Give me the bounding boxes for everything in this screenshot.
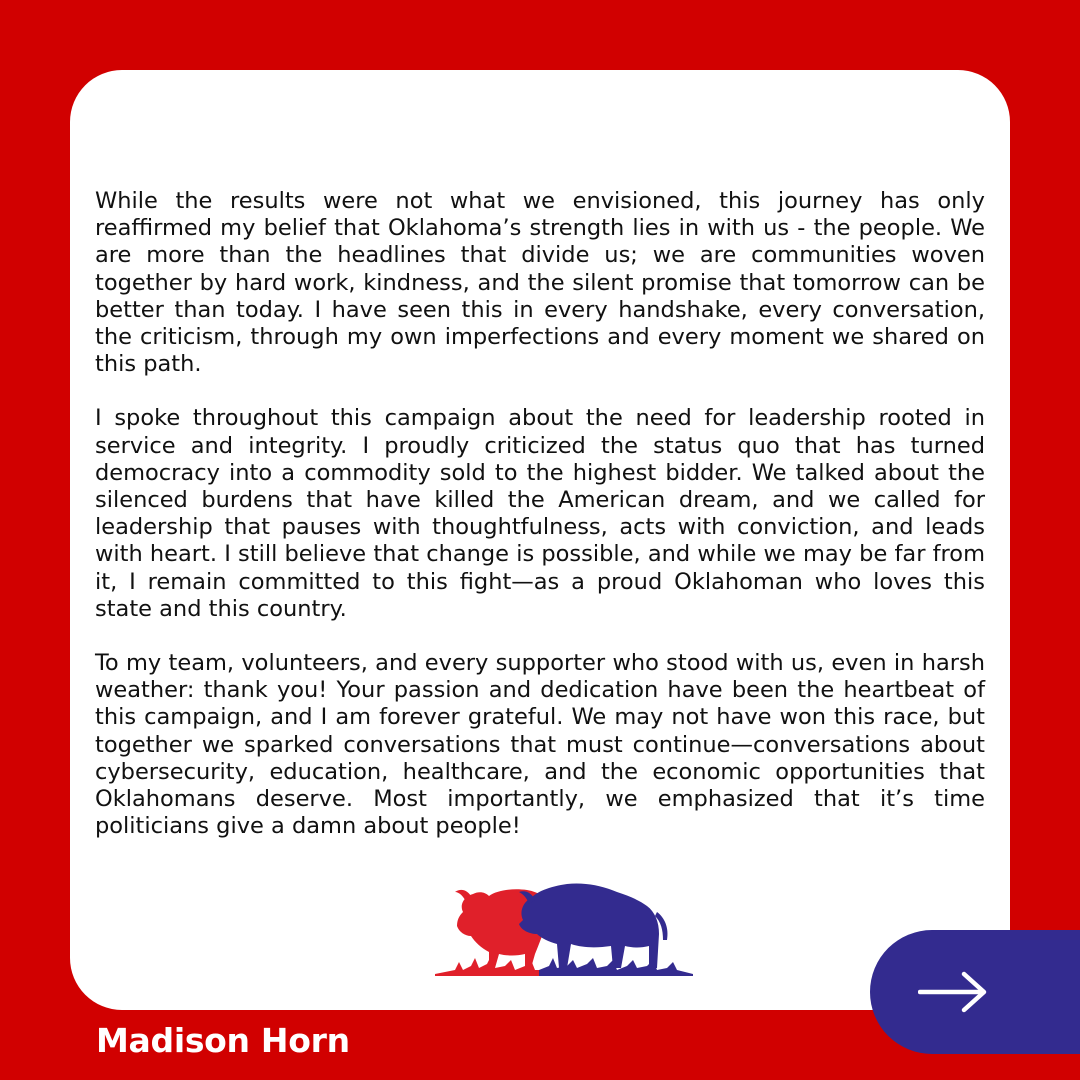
signature-name: Madison Horn — [96, 1021, 350, 1060]
letter-paragraph-3: To my team, volunteers, and every supporter who stood with us, even in harsh weather: thank you! Your passion and dedication have been the heartbeat of this campaign, and I am forever grateful. We may not have won this race, but together we sparked conversations that must continue—conversations about cybersecurity, education, healthcare, and the economic opportunities that Oklahomans deserve. Most importantly, we emphasized that it’s time politicians give a damn about people! — [95, 650, 985, 840]
letter-paragraph-2: I spoke throughout this campaign about the need for leadership rooted in service and integrity. I proudly criticized the status quo that has turned democracy into a commodity sold to the highest bidder. We talked about the silenced burdens that have killed the American dream, and we called for leadership that pauses with thoughtfulness, acts with conviction, and leads with heart. I still believe that change is possible, and while we may be far from it, I remain committed to this fight—as a proud Oklahoman who loves this state and this country. — [95, 405, 985, 622]
blue-bison-shape — [519, 883, 659, 968]
letter-paragraph-1: While the results were not what we envisioned, this journey has only reaffirmed my belief that Oklahoma’s strength lies in with us - the people. We are more than the headlines that divide us; we are communities woven together by hard work, kindness, and the silent promise that tomorrow can be better than today. I have seen this in every handshake, every conversation, the criticism, through my own imperfections and every moment we shared on this path. — [95, 188, 985, 378]
bison-logo-svg — [435, 882, 695, 978]
bison-logo-icon — [435, 882, 695, 978]
arrow-right-icon — [918, 970, 988, 1014]
next-slide-button[interactable] — [870, 930, 1080, 1054]
letter-card — [70, 70, 1010, 1010]
letter-body — [95, 188, 985, 867]
